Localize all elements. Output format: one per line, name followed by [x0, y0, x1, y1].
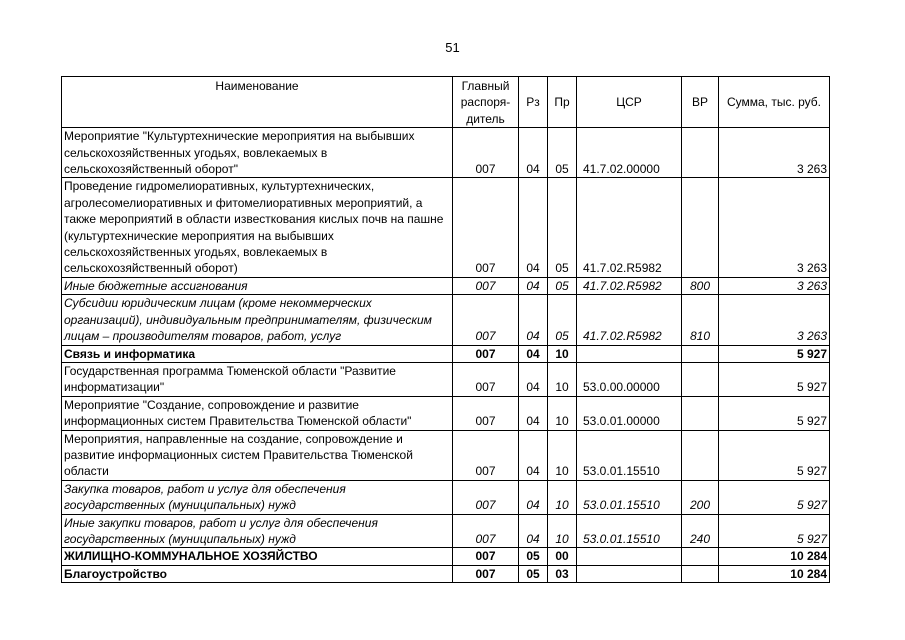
cell-vr — [682, 548, 719, 565]
cell-sum: 3 263 — [719, 178, 830, 277]
table-row — [62, 565, 830, 582]
cell-csr: 53.0.01.15510 — [577, 514, 682, 548]
cell-name: Иные закупки товаров, работ и услуг для обеспечения государственных (муниципальных) нужд — [62, 514, 453, 548]
cell-vr: 240 — [682, 514, 719, 548]
cell-vr — [682, 178, 719, 277]
cell-csr: 41.7.02.R5982 — [577, 178, 682, 277]
table-row — [62, 277, 830, 294]
page-number: 51 — [445, 40, 460, 55]
cell-name: Проведение гидромелиоративных, культуртехнических, агролесомелиоративных и фитомелиоративных мероприятий, а также мероприятий в области известкования кислых почв на пашне (культуртехнические мероприятия на выбывших сельскохозяйственных угодьях, вовлекаемых в сельскохозяйственный оборот) — [62, 178, 453, 277]
cell-pr: 05 — [548, 178, 577, 277]
cell-pr: 10 — [548, 480, 577, 514]
cell-admin: 007 — [453, 430, 519, 480]
header-name: Наименование — [62, 77, 453, 128]
cell-name: Закупка товаров, работ и услуг для обеспечения государственных (муниципальных) нужд — [62, 480, 453, 514]
cell-pr: 05 — [548, 295, 577, 345]
cell-rz: 04 — [519, 178, 548, 277]
header-vr: ВР — [682, 77, 719, 128]
cell-csr: 41.7.02.R5982 — [577, 277, 682, 294]
cell-rz: 04 — [519, 430, 548, 480]
cell-admin: 007 — [453, 277, 519, 294]
cell-rz: 04 — [519, 128, 548, 178]
cell-pr: 10 — [548, 345, 577, 362]
cell-vr — [682, 128, 719, 178]
cell-sum: 3 263 — [719, 295, 830, 345]
cell-rz: 05 — [519, 565, 548, 582]
cell-vr — [682, 362, 719, 396]
cell-pr: 05 — [548, 128, 577, 178]
header-admin: Главный распоря-дитель — [453, 77, 519, 128]
cell-csr: 53.0.01.15510 — [577, 480, 682, 514]
cell-rz: 04 — [519, 277, 548, 294]
cell-rz: 04 — [519, 345, 548, 362]
table-row — [62, 396, 830, 430]
cell-csr: 53.0.01.00000 — [577, 396, 682, 430]
cell-name: Связь и информатика — [62, 345, 453, 362]
cell-csr: 53.0.00.00000 — [577, 362, 682, 396]
header-csr: ЦСР — [577, 77, 682, 128]
cell-pr: 10 — [548, 396, 577, 430]
cell-admin: 007 — [453, 128, 519, 178]
table-row — [62, 178, 830, 277]
cell-vr — [682, 565, 719, 582]
cell-rz: 05 — [519, 548, 548, 565]
cell-rz: 04 — [519, 295, 548, 345]
cell-vr — [682, 345, 719, 362]
cell-admin: 007 — [453, 178, 519, 277]
cell-name: Мероприятия, направленные на создание, сопровождение и развитие информационных систем Правительства Тюменской области — [62, 430, 453, 480]
cell-sum: 5 927 — [719, 514, 830, 548]
cell-csr: 41.7.02.00000 — [577, 128, 682, 178]
cell-rz: 04 — [519, 396, 548, 430]
table-row — [62, 295, 830, 345]
cell-pr: 10 — [548, 514, 577, 548]
cell-vr — [682, 396, 719, 430]
cell-sum: 5 927 — [719, 480, 830, 514]
cell-admin: 007 — [453, 362, 519, 396]
cell-name: Субсидии юридическим лицам (кроме некоммерческих организаций), индивидуальным предпринимателям, физическим лицам – производителям товаров, работ, услуг — [62, 295, 453, 345]
budget-table — [61, 76, 830, 583]
cell-vr: 200 — [682, 480, 719, 514]
cell-pr: 10 — [548, 362, 577, 396]
cell-sum: 5 927 — [719, 362, 830, 396]
cell-admin: 007 — [453, 295, 519, 345]
table-row — [62, 480, 830, 514]
table-row — [62, 430, 830, 480]
cell-name: Благоустройство — [62, 565, 453, 582]
table-row — [62, 345, 830, 362]
cell-sum: 5 927 — [719, 345, 830, 362]
cell-name: Государственная программа Тюменской области "Развитие информатизации" — [62, 362, 453, 396]
table-row — [62, 128, 830, 178]
cell-csr — [577, 345, 682, 362]
cell-sum: 5 927 — [719, 396, 830, 430]
cell-admin: 007 — [453, 396, 519, 430]
cell-rz: 04 — [519, 362, 548, 396]
cell-pr: 03 — [548, 565, 577, 582]
header-pr: Пр — [548, 77, 577, 128]
cell-admin: 007 — [453, 345, 519, 362]
cell-pr: 00 — [548, 548, 577, 565]
cell-vr: 800 — [682, 277, 719, 294]
table-body — [62, 128, 830, 583]
table-row — [62, 514, 830, 548]
cell-name: Мероприятие "Создание, сопровождение и развитие информационных систем Правительства Тюменской области" — [62, 396, 453, 430]
cell-sum: 10 284 — [719, 565, 830, 582]
cell-admin: 007 — [453, 548, 519, 565]
table-row — [62, 362, 830, 396]
table-row — [62, 548, 830, 565]
header-sum: Сумма, тыс. руб. — [719, 77, 830, 128]
cell-pr: 05 — [548, 277, 577, 294]
cell-name: ЖИЛИЩНО-КОММУНАЛЬНОЕ ХОЗЯЙСТВО — [62, 548, 453, 565]
cell-csr: 41.7.02.R5982 — [577, 295, 682, 345]
cell-vr — [682, 430, 719, 480]
cell-pr: 10 — [548, 430, 577, 480]
cell-sum: 3 263 — [719, 277, 830, 294]
cell-sum: 3 263 — [719, 128, 830, 178]
cell-admin: 007 — [453, 480, 519, 514]
cell-csr — [577, 548, 682, 565]
cell-vr: 810 — [682, 295, 719, 345]
cell-csr — [577, 565, 682, 582]
cell-sum: 10 284 — [719, 548, 830, 565]
cell-sum: 5 927 — [719, 430, 830, 480]
cell-csr: 53.0.01.15510 — [577, 430, 682, 480]
cell-name: Мероприятие "Культуртехнические мероприятия на выбывших сельскохозяйственных угодьях, вовлекаемых в сельскохозяйственный оборот" — [62, 128, 453, 178]
cell-rz: 04 — [519, 514, 548, 548]
cell-rz: 04 — [519, 480, 548, 514]
header-rz: Рз — [519, 77, 548, 128]
cell-admin: 007 — [453, 514, 519, 548]
cell-name: Иные бюджетные ассигнования — [62, 277, 453, 294]
table-header-row — [62, 77, 830, 128]
cell-admin: 007 — [453, 565, 519, 582]
